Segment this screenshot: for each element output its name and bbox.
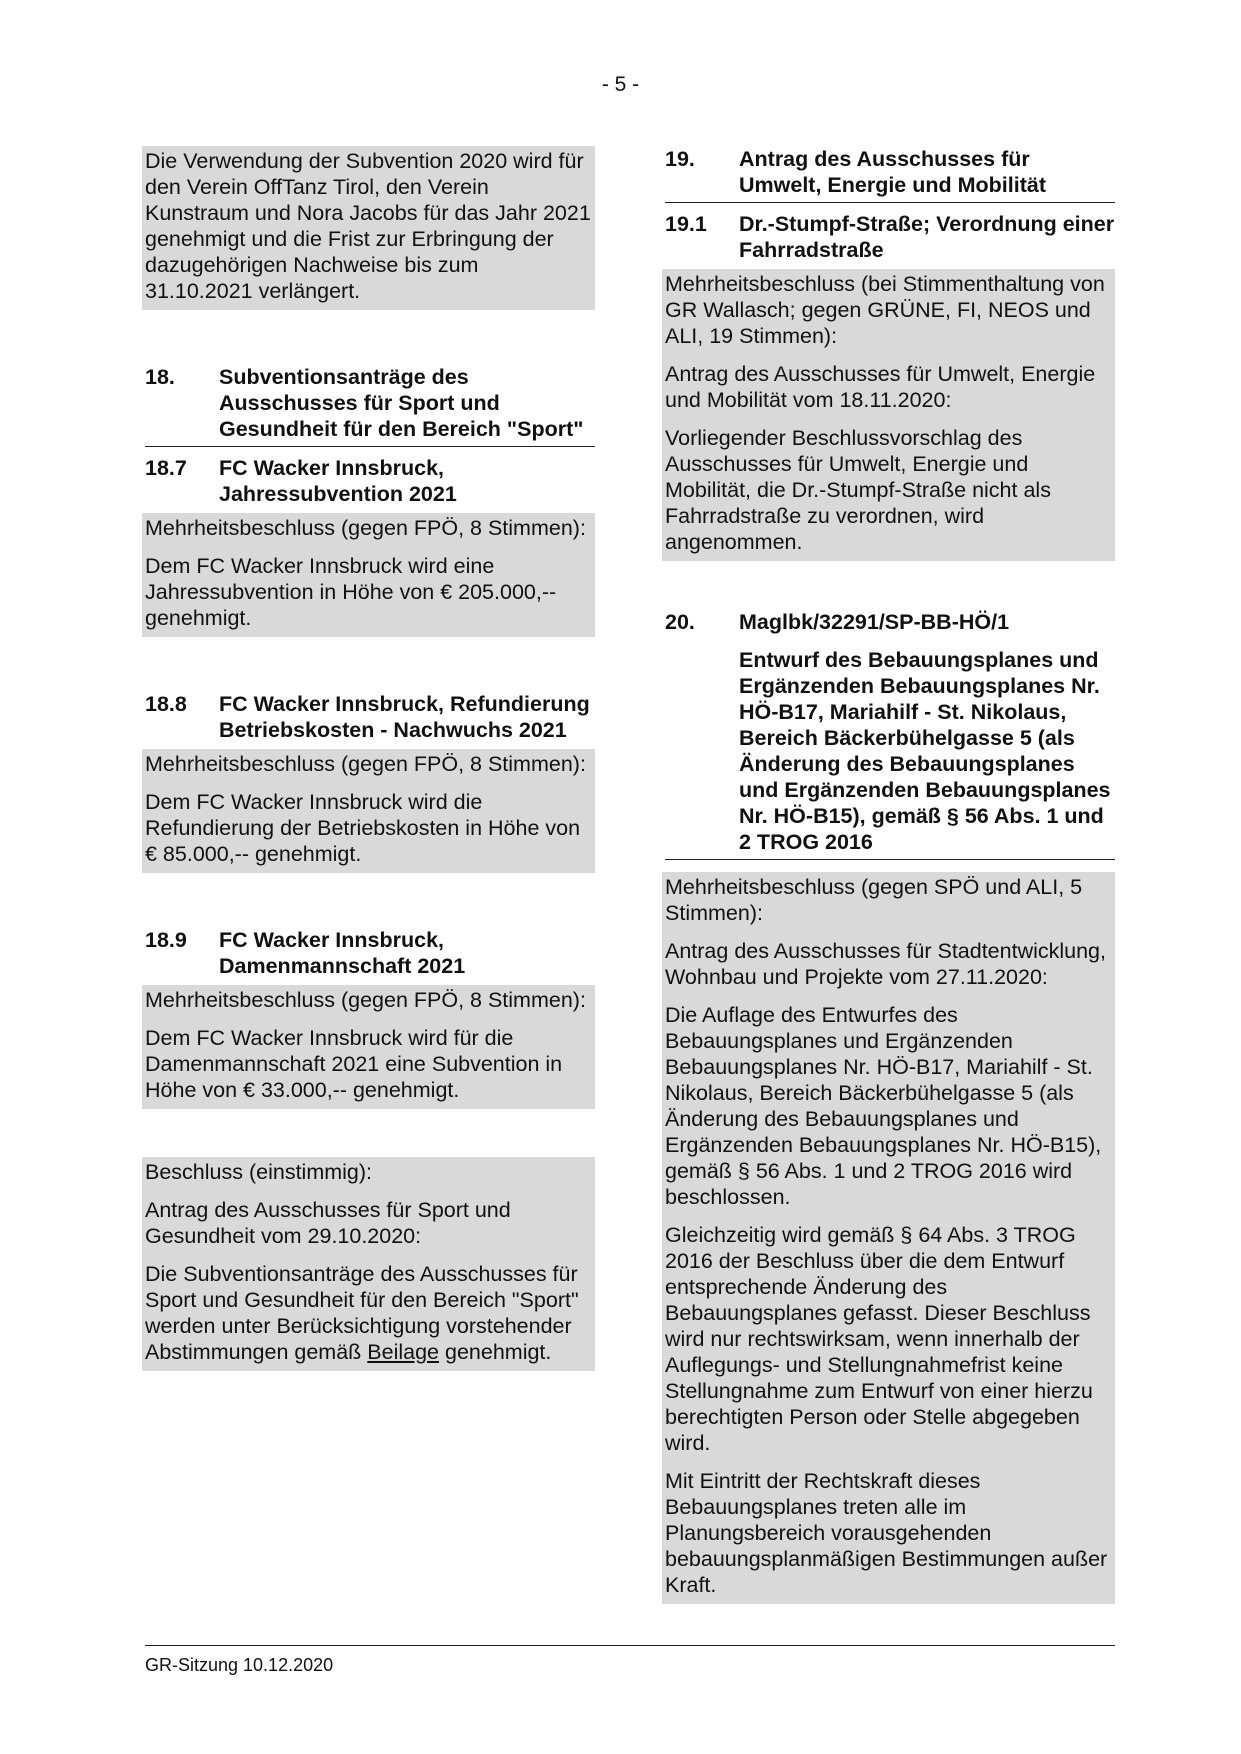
vote-text: Mehrheitsbeschluss (gegen FPÖ, 8 Stimmen):	[145, 516, 586, 540]
vote-text: Mehrheitsbeschluss (gegen FPÖ, 8 Stimmen):	[145, 988, 586, 1012]
decision-text-3: Mit Eintritt der Rechtskraft dieses Bebauungsplanes treten alle im Planungsbereich vorausgehenden bebauungsplanmäßigen Bestimmungen außer Kraft.	[665, 1469, 1108, 1597]
section-18-heading: 18. Subventionsanträge des Ausschusses für Sport und Gesundheit für den Bereich "Sport"	[145, 364, 595, 447]
footer-text: GR-Sitzung 10.12.2020	[145, 1655, 334, 1675]
section-19-heading: 19. Antrag des Ausschusses für Umwelt, Energie und Mobilität	[665, 146, 1115, 203]
decision-text: Dem FC Wacker Innsbruck wird eine Jahressubvention in Höhe von € 205.000,-- genehmigt.	[145, 554, 557, 630]
right-column	[665, 146, 1115, 1604]
decision-text: Vorliegender Beschlussvorschlag des Ausschusses für Umwelt, Energie und Mobilität, die Dr.-Stumpf-Straße nicht als Fahrradstraße zu verordnen, wird angenommen.	[665, 426, 1051, 554]
footer-divider	[145, 1645, 1115, 1646]
motion-text: Antrag des Ausschusses für Sport und Gesundheit vom 29.10.2020:	[145, 1198, 511, 1248]
section-20-body	[662, 872, 1115, 1604]
intro-text: Die Verwendung der Subvention 2020 wird für den Verein OffTanz Tirol, den Verein Kunstraum und Nora Jacobs für das Jahr 2021 genehmigt und die Frist zur Erbringung der dazugehörigen Nachweise bis zum 31.10.2021 verlängert.	[145, 149, 591, 303]
decision-text: Die Auflage des Entwurfes des Bebauungsplanes und Ergänzenden Bebauungsplanes Nr. HÖ-B17, Mariahilf - St. Nikolaus, Bereich Bäckerbühelgasse 5 (als Änderung des Bebauungsplanes und Ergänzenden Bebauungsplanes Nr. HÖ-B15), gemäß § 56 Abs. 1 und 2 TROG 2016 wird beschlossen.	[665, 1003, 1102, 1209]
decision-text: Dem FC Wacker Innsbruck wird für die Damenmannschaft 2021 eine Subvention in Höhe von € 33.000,-- genehmigt.	[145, 1026, 563, 1102]
page-number: - 5 -	[601, 73, 640, 96]
section-18-8-heading: 18.8 FC Wacker Innsbruck, Refundierung Betriebskosten - Nachwuchs 2021	[145, 692, 590, 742]
beilage-link[interactable]: Beilage	[367, 1340, 440, 1364]
section-19-1-heading: 19.1 Dr.-Stumpf-Straße; Verordnung einer Fahrradstraße	[665, 212, 1115, 262]
section-18-7-heading: 18.7 FC Wacker Innsbruck, Jahressubvention 2021	[145, 456, 457, 506]
section-20-code: Maglbk/32291/SP-BB-HÖ/1	[739, 610, 1010, 634]
vote-text: Mehrheitsbeschluss (gegen FPÖ, 8 Stimmen):	[145, 752, 586, 776]
final-decision-block	[142, 1157, 595, 1371]
section-18-7-body	[142, 513, 595, 637]
left-column	[145, 146, 595, 1371]
decision-text-2: Gleichzeitig wird gemäß § 64 Abs. 3 TROG 2016 der Beschluss über die dem Entwurf entsprechende Änderung des Bebauungsplanes gefasst. Dieser Beschluss wird nur rechtswirksam, wenn innerhalb der Auflegungs- und Stellungnahmefrist keine Stellungnahme zum Entwurf von einer hierzu berechtigten Person oder Stelle abgegeben wird.	[665, 1223, 1093, 1455]
section-18-9-heading: 18.9 FC Wacker Innsbruck, Damenmannschaft 2021	[145, 928, 466, 978]
vote-text: Mehrheitsbeschluss (bei Stimmenthaltung von GR Wallasch; gegen GRÜNE, FI, NEOS und ALI, 19 Stimmen):	[665, 272, 1105, 348]
motion-text: Antrag des Ausschusses für Stadtentwicklung, Wohnbau und Projekte vom 27.11.2020:	[665, 939, 1106, 989]
section-18-8-body	[142, 749, 595, 873]
vote-text: Beschluss (einstimmig):	[145, 1160, 372, 1184]
motion-text: Antrag des Ausschusses für Umwelt, Energie und Mobilität vom 18.11.2020:	[665, 362, 1096, 412]
section-20-title: Entwurf des Bebauungsplanes und Ergänzenden Bebauungsplanes Nr. HÖ-B17, Mariahilf - St. Nikolaus, Bereich Bäckerbühelgasse 5 (als Änderung des Bebauungsplanes und Ergänzenden Bebauungsplanes Nr. HÖ-B15), gemäß § 56 Abs. 1 und 2 TROG 2016	[665, 647, 1115, 860]
decision-text: Die Subventionsanträge des Ausschusses für Sport und Gesundheit für den Bereich "Sport" werden unter Berücksichtigung vorstehender Abstimmungen gemäß Beilage genehmigt.	[145, 1262, 579, 1364]
section-18-9-body	[142, 985, 595, 1109]
intro-block	[142, 146, 595, 310]
section-19-1-body	[662, 269, 1115, 561]
vote-text: Mehrheitsbeschluss (gegen SPÖ und ALI, 5 Stimmen):	[665, 875, 1083, 925]
decision-text: Dem FC Wacker Innsbruck wird die Refundierung der Betriebskosten in Höhe von € 85.000,-- genehmigt.	[145, 790, 581, 866]
section-20-heading: 20. Maglbk/32291/SP-BB-HÖ/1	[665, 609, 1115, 635]
